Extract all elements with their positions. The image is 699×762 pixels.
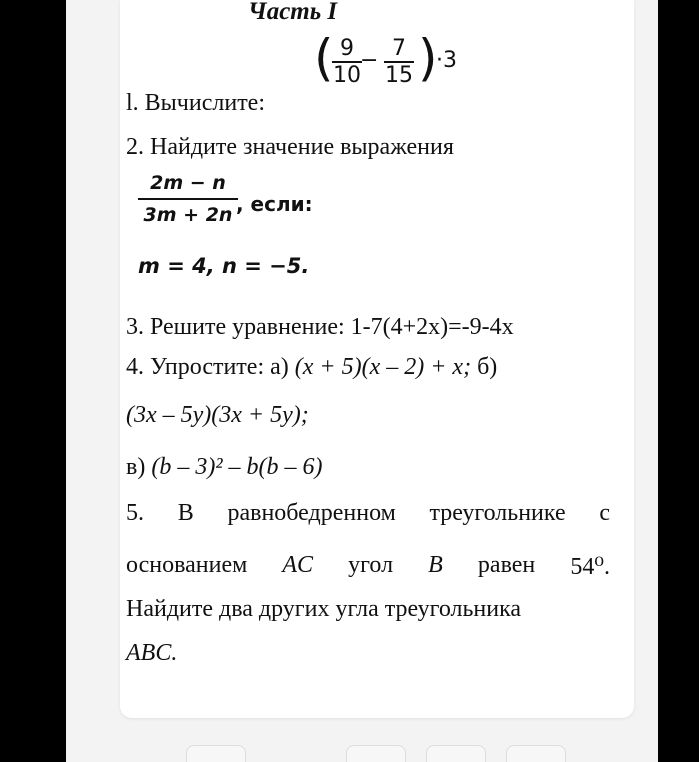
q5-word: равен — [477, 552, 536, 578]
q3-label: 3. Решите уравнение: 1-7(4+2x)=-9-4x — [126, 314, 514, 340]
q2-values: m = 4, n = −5. — [138, 254, 310, 278]
fraction-2 — [384, 36, 414, 88]
q5-word: В — [177, 500, 194, 526]
q4-part-c: (b – 3)² – b(b – 6) — [151, 454, 323, 480]
page-background — [66, 0, 658, 762]
q5-word: 5. — [126, 500, 144, 526]
toolbar-button[interactable] — [506, 745, 566, 762]
fraction-1-numerator: 9 — [340, 36, 354, 61]
q2-label: 2. Найдите значение выражения — [126, 134, 454, 160]
left-paren: ( — [314, 29, 334, 87]
q5-line-3: Найдите два других угла треугольника — [126, 596, 522, 622]
q1-label: l. Вычислите: — [126, 90, 265, 116]
q4-label: 4. Упростите: а) — [126, 354, 289, 380]
toolbar-button[interactable] — [346, 745, 406, 762]
fraction-1 — [332, 36, 362, 88]
multiply-three: ·3 — [436, 48, 457, 73]
q4-line-1 — [126, 354, 497, 381]
right-paren: ) — [418, 29, 438, 87]
q2-fraction — [138, 172, 238, 226]
q5-word: равнобедренном — [227, 500, 396, 526]
section-title: Часть I — [248, 0, 338, 25]
q5-word: AC — [282, 552, 314, 578]
q5-line-4: ABC. — [126, 640, 178, 666]
q2-fraction-numerator: 2m − n — [150, 172, 226, 194]
q1-expression — [314, 29, 474, 98]
q5-word: основанием — [126, 552, 248, 578]
q4-part-b: (3x – 5y)(3x + 5y); — [126, 402, 309, 428]
q4-part-b-label: б) — [477, 354, 498, 380]
q5-word: B — [428, 552, 443, 578]
minus-sign: − — [360, 48, 379, 73]
fraction-1-denominator: 10 — [333, 63, 361, 88]
q5-word: угол — [348, 552, 394, 578]
fraction-2-numerator: 7 — [392, 36, 406, 61]
q5-word: 54⁰. — [570, 554, 610, 580]
toolbar-button[interactable] — [186, 745, 246, 762]
q2-fraction-denominator: 3m + 2n — [138, 198, 238, 226]
q5-word: треугольнике — [429, 500, 566, 526]
q5-word: с — [599, 500, 610, 526]
q4-part-a: (x + 5)(x – 2) + x; — [294, 354, 472, 380]
q2-suffix: , если: — [236, 192, 313, 216]
q5-line-2 — [126, 552, 610, 581]
document-card — [120, 0, 634, 718]
fraction-2-denominator: 15 — [385, 63, 413, 88]
q4-part-c-label: в) — [126, 454, 146, 480]
q5-line-1 — [126, 500, 610, 527]
q4-line-3 — [126, 454, 323, 481]
toolbar-button[interactable] — [426, 745, 486, 762]
